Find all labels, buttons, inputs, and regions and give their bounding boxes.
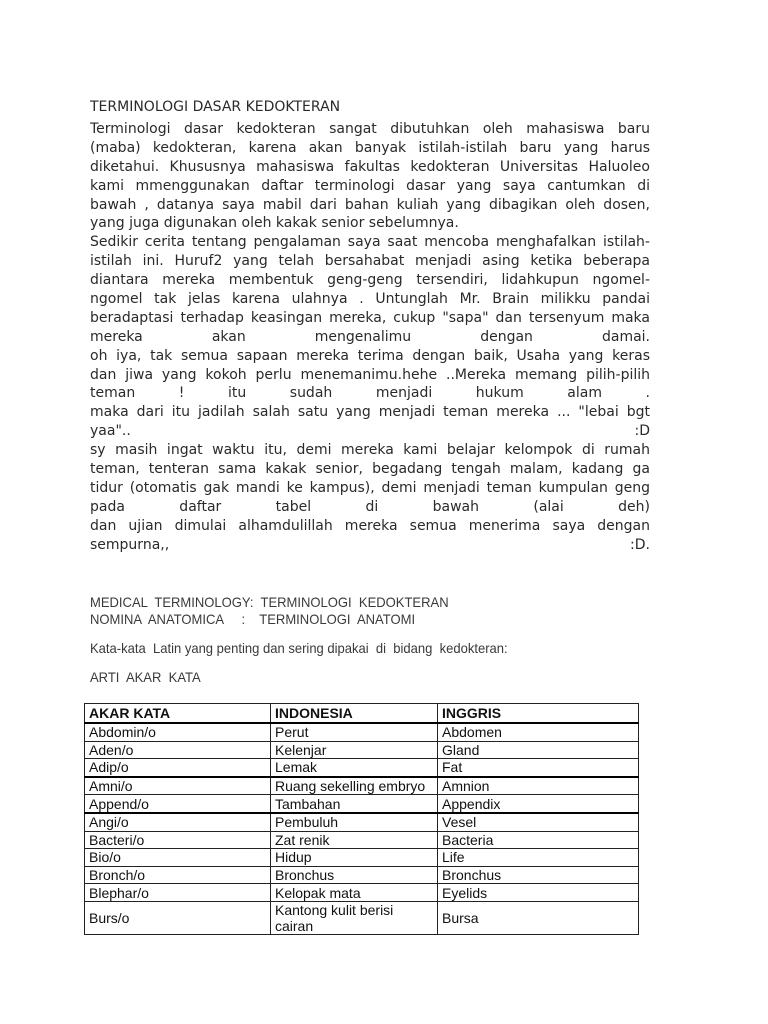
cell-akar-kata: Bio/o [85,849,271,867]
cell-akar-kata: Bronch/o [85,866,271,884]
table-row [85,849,639,867]
table-row [85,741,639,759]
table-row [85,777,639,795]
table-row [85,723,639,741]
cell-inggris: Eyelids [438,884,639,902]
body-line: oh iya, tak semua sapaan mereka terima dengan baik, Usaha yang keras [90,347,650,364]
body-line: maka dari itu jadilah salah satu yang menjadi teman mereka ... "lebai bgt [90,404,650,421]
cell-akar-kata: Amni/o [85,777,271,795]
table-row [85,866,639,884]
body-line: bawah , datanya saya mabil dari bahan kuliah yang dibagikan oleh dosen, [90,196,650,213]
table-row [85,813,639,831]
cell-inggris: Vesel [438,813,639,831]
table-row [85,884,639,902]
body-line: dan ujian dimulai alhamdulillah mereka semua menerima saya dengan [90,517,650,534]
body-line: (maba) kedokteran, karena akan banyak istilah-istilah baru yang harus [90,139,650,156]
article-body [90,120,650,554]
body-line: teman ! itu sudah menjadi hukum alam . [90,385,650,402]
cell-inggris: Abdomen [438,723,639,741]
cell-akar-kata: Append/o [85,795,271,813]
cell-akar-kata: Blephar/o [85,884,271,902]
cell-indonesia: Perut [271,723,438,741]
table-row [85,795,639,813]
cell-akar-kata: Burs/o [85,901,271,934]
cell-inggris: Fat [438,759,639,777]
cell-indonesia: Tambahan [271,795,438,813]
cell-indonesia: Lemak [271,759,438,777]
cell-indonesia: Zat renik [271,831,438,849]
section-heading-nomina-anatomica: NOMINA ANATOMICA : TERMINOLOGI ANATOMI [90,611,416,627]
body-line: sempurna,, :D. [90,536,650,553]
body-line: Terminologi dasar kedokteran sangat dibutuhkan oleh mahasiswa baru [90,121,650,137]
body-line: yaa".. :D [90,423,650,440]
body-line: diantara mereka membentuk geng-geng tersendiri, lidahkupun ngomel- [90,272,650,289]
body-line: tidur (otomatis gak mandi ke kampus), demi menjadi teman kumpulan geng [90,479,650,496]
table-row [85,901,639,934]
root-words-table [84,703,639,935]
section-intro-text: Kata-kata Latin yang penting dan sering dipakai di bidang kedokteran: [90,640,508,656]
cell-akar-kata: Aden/o [85,741,271,759]
cell-akar-kata: Bacteri/o [85,831,271,849]
body-line: diketahui. Khususnya mahasiswa fakultas kedokteran Universitas Haluoleo [90,158,650,175]
body-line: beradaptasi terhadap keasingan mereka, cukup "sapa" dan tersenyum maka [90,309,650,326]
cell-akar-kata: Adip/o [85,759,271,777]
table-row [85,759,639,777]
table-header-row [85,704,639,724]
cell-indonesia: Bronchus [271,866,438,884]
body-line: ngomel tak jelas karena ulahnya . Untunglah Mr. Brain milikku pandai [90,291,650,308]
section-heading-medical-terminology: MEDICAL TERMINOLOGY: TERMINOLOGI KEDOKTERAN [90,594,449,610]
body-line: teman, tenteran sama kakak senior, begadang tengah malam, kadang ga [90,461,650,478]
cell-indonesia: Kantong kulit berisi cairan [271,901,438,934]
body-line: pada daftar tabel di bawah (alai deh) [90,498,650,515]
body-line: istilah ini. Huruf2 yang telah bersahabat menjadi asing ketika beberapa [90,253,650,270]
cell-inggris: Appendix [438,795,639,813]
table-row [85,831,639,849]
cell-akar-kata: Abdomin/o [85,723,271,741]
column-header-indonesia: INDONESIA [271,704,438,724]
body-line: yang juga digunakan oleh kakak senior sebelumnya. [90,215,459,232]
cell-indonesia: Pembuluh [271,813,438,831]
body-line: mereka akan mengenalimu dengan damai. [90,328,650,345]
cell-akar-kata: Angi/o [85,813,271,831]
section-heading-arti-akar-kata: ARTI AKAR KATA [90,669,201,685]
body-line: kami mmenggunakan daftar terminologi dasar yang saya cantumkan di [90,177,650,194]
column-header-akar-kata: AKAR KATA [85,704,271,724]
cell-indonesia: Kelopak mata [271,884,438,902]
column-header-inggris: INGGRIS [438,704,639,724]
cell-indonesia: Kelenjar [271,741,438,759]
cell-inggris: Bacteria [438,831,639,849]
cell-inggris: Gland [438,741,639,759]
body-line: sy masih ingat waktu itu, demi mereka kami belajar kelompok di rumah [90,442,650,459]
cell-inggris: Life [438,849,639,867]
cell-indonesia: Ruang sekelling embryo [271,777,438,795]
cell-indonesia: Hidup [271,849,438,867]
body-line: Sedikir cerita tentang pengalaman saya saat mencoba menghafalkan istilah- [90,234,650,251]
cell-inggris: Amnion [438,777,639,795]
body-line: dan jiwa yang kokoh perlu menemanimu.hehe ..Mereka memang pilih-pilih [90,366,650,383]
cell-inggris: Bursa [438,901,639,934]
cell-inggris: Bronchus [438,866,639,884]
article-title: TERMINOLOGI DASAR KEDOKTERAN [90,99,341,115]
intro-article [90,97,650,554]
